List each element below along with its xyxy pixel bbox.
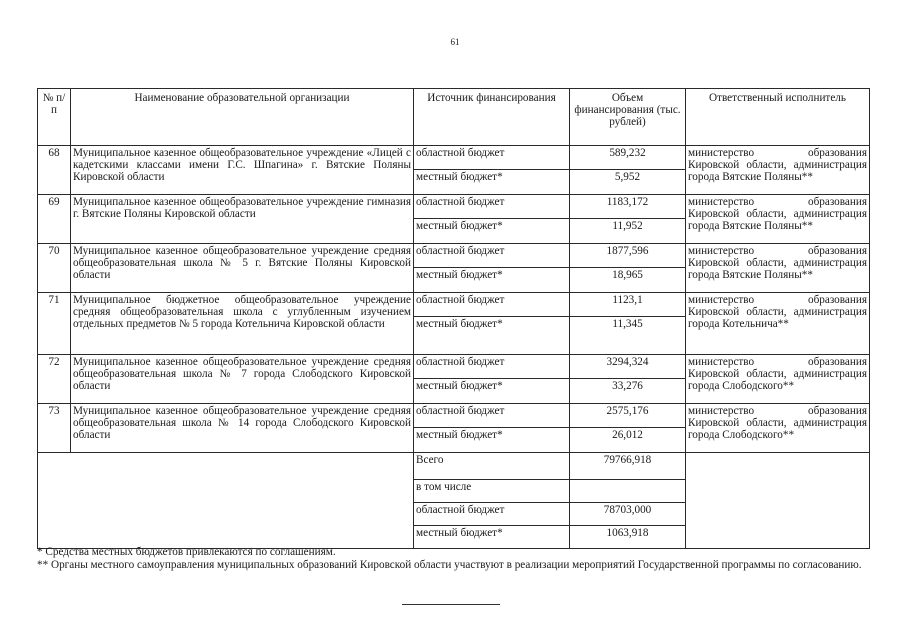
local-budget-value: 1063,918 (570, 526, 686, 549)
funding-amount: 11,345 (570, 317, 686, 355)
org-name: Муниципальное казенное общеобразовательное учреждение средняя общеобразовательная школа № 14 города Слободского Кировской области (71, 404, 414, 453)
total-value: 79766,918 (570, 453, 686, 480)
funding-amount: 26,012 (570, 428, 686, 453)
funding-amount: 1123,1 (570, 293, 686, 317)
row-number: 69 (38, 195, 71, 244)
table-row (38, 244, 870, 268)
funding-amount: 2575,176 (570, 404, 686, 428)
end-divider (402, 604, 500, 605)
footnote-1: * Средства местных бюджетов привлекаются по соглашениям. (37, 546, 336, 558)
regional-budget-label: областной бюджет (414, 503, 570, 526)
executor: министерство образования Кировской области, администрация города Вятские Поляны** (686, 244, 870, 293)
header-amount: Объем финансирования (тыс. рублей) (570, 89, 686, 146)
funding-amount: 33,276 (570, 379, 686, 404)
funding-source: областной бюджет (414, 404, 570, 428)
row-number: 71 (38, 293, 71, 355)
executor: министерство образования Кировской области, администрация города Слободского** (686, 355, 870, 404)
regional-budget-value: 78703,000 (570, 503, 686, 526)
footnotes (37, 546, 869, 572)
table-header-row (38, 89, 870, 146)
funding-source: местный бюджет* (414, 379, 570, 404)
table-row (38, 404, 870, 428)
executor: министерство образования Кировской области, администрация города Слободского** (686, 404, 870, 453)
funding-amount: 589,232 (570, 146, 686, 170)
org-name: Муниципальное бюджетное общеобразовательное учреждение средняя общеобразовательная школа с углубленным изучением отдельных предметов № 5 города Котельнича Кировской области (71, 293, 414, 355)
funding-amount: 11,952 (570, 219, 686, 244)
row-number: 73 (38, 404, 71, 453)
table-row (38, 355, 870, 379)
totals-row (38, 453, 870, 480)
org-name: Муниципальное казенное общеобразовательное учреждение средняя общеобразовательная школа № 7 города Слободского Кировской области (71, 355, 414, 404)
including-label: в том числе (414, 480, 570, 503)
org-name: Муниципальное казенное общеобразовательное учреждение гимназия г. Вятские Поляны Кировской области (71, 195, 414, 244)
org-name: Муниципальное казенное общеобразовательное учреждение средняя общеобразовательная школа № 5 г. Вятские Поляны Кировской области (71, 244, 414, 293)
funding-source: местный бюджет* (414, 317, 570, 355)
funding-source: местный бюджет* (414, 268, 570, 293)
totals-blank (38, 453, 414, 549)
local-budget-label: местный бюджет* (414, 526, 570, 549)
total-label: Всего (414, 453, 570, 480)
including-value (570, 480, 686, 503)
table-row (38, 146, 870, 170)
funding-source: местный бюджет* (414, 219, 570, 244)
funding-amount: 18,965 (570, 268, 686, 293)
funding-source: местный бюджет* (414, 170, 570, 195)
header-org: Наименование образовательной организации (71, 89, 414, 146)
funding-source: областной бюджет (414, 355, 570, 379)
org-name: Муниципальное казенное общеобразовательное учреждение «Лицей с кадетскими классами имени Г.С. Шпагина» г. Вятские Поляны Кировской области (71, 146, 414, 195)
header-num: № п/п (38, 89, 71, 146)
footnote-2: ** Органы местного самоуправления муниципальных образований Кировской области участвуют в реализации мероприятий Государственной программы по согласованию. (37, 559, 862, 571)
table-row (38, 195, 870, 219)
table-row (38, 293, 870, 317)
funding-amount: 1183,172 (570, 195, 686, 219)
header-executor: Ответственный исполнитель (686, 89, 870, 146)
executor: министерство образования Кировской области, администрация города Вятские Поляны** (686, 146, 870, 195)
header-source: Источник финансирования (414, 89, 570, 146)
funding-amount: 1877,596 (570, 244, 686, 268)
funding-source: областной бюджет (414, 146, 570, 170)
executor: министерство образования Кировской области, администрация города Вятские Поляны** (686, 195, 870, 244)
funding-source: местный бюджет* (414, 428, 570, 453)
executor: министерство образования Кировской области, администрация города Котельнича** (686, 293, 870, 355)
funding-source: областной бюджет (414, 244, 570, 268)
page-number: 61 (450, 37, 460, 47)
funding-source: областной бюджет (414, 195, 570, 219)
row-number: 68 (38, 146, 71, 195)
funding-source: областной бюджет (414, 293, 570, 317)
row-number: 70 (38, 244, 71, 293)
funding-amount: 3294,324 (570, 355, 686, 379)
row-number: 72 (38, 355, 71, 404)
funding-amount: 5,952 (570, 170, 686, 195)
totals-executor-blank (686, 453, 870, 549)
financing-table (37, 88, 870, 549)
